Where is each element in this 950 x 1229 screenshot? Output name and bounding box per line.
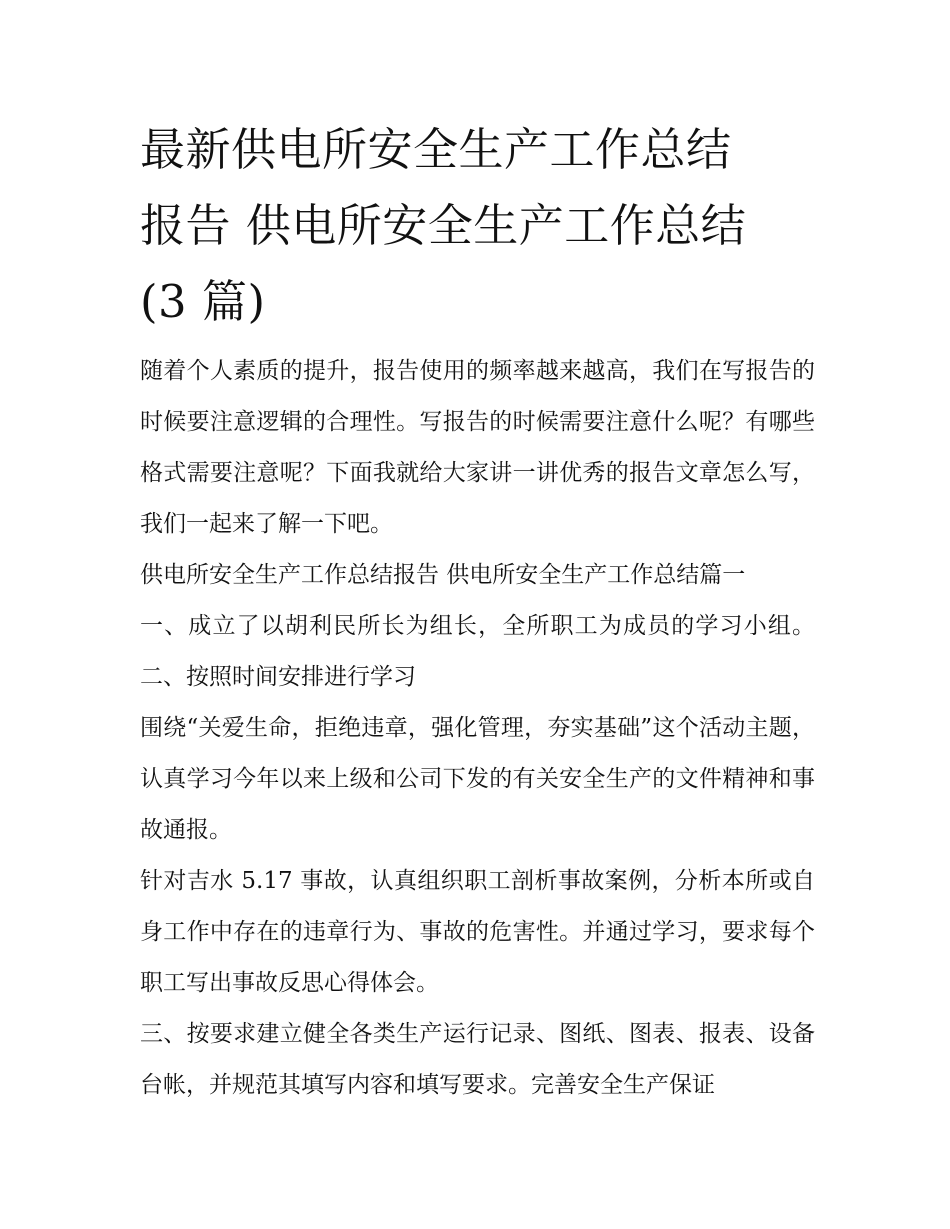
paragraph-item-1: 一、成立了以胡利民所长为组长，全所职工为成员的学习小组。 二、按照时间安排进行学习	[140, 613, 815, 690]
title-line-2: 报告 供电所安全生产工作总结	[140, 199, 747, 252]
document-body	[140, 112, 815, 1111]
title-line-1: 最新供电所安全生产工作总结	[140, 123, 732, 176]
paragraph-section-heading: 供电所安全生产工作总结报告 供电所安全生产工作总结篇一	[140, 562, 746, 588]
document-title	[140, 112, 815, 340]
paragraph-activity-theme: 围绕“关爱生命，拒绝违章，强化管理，夯实基础”这个活动主题，认真学习今年以来上级和公司下发的有关安全生产的文件精神和事故通报。	[140, 715, 815, 843]
paragraph-intro: 随着个人素质的提升，报告使用的频率越来越高，我们在写报告的时候要注意逻辑的合理性。写报告的时候需要注意什么呢？有哪些格式需要注意呢？下面我就给大家讲一讲优秀的报告文章怎么写，我们一起来了解一下吧。	[140, 358, 815, 537]
paragraph-item-3: 三、按要求建立健全各类生产运行记录、图纸、图表、报表、设备台帐，并规范其填写内容和填写要求。完善安全生产保证	[140, 1021, 815, 1098]
paragraph-accident-analysis: 针对吉水 5.17 事故，认真组织职工剖析事故案例，分析本所或自身工作中存在的违章行为、事故的危害性。并通过学习，要求每个职工写出事故反思心得体会。	[140, 868, 815, 996]
title-line-3: (3 篇)	[140, 275, 266, 328]
